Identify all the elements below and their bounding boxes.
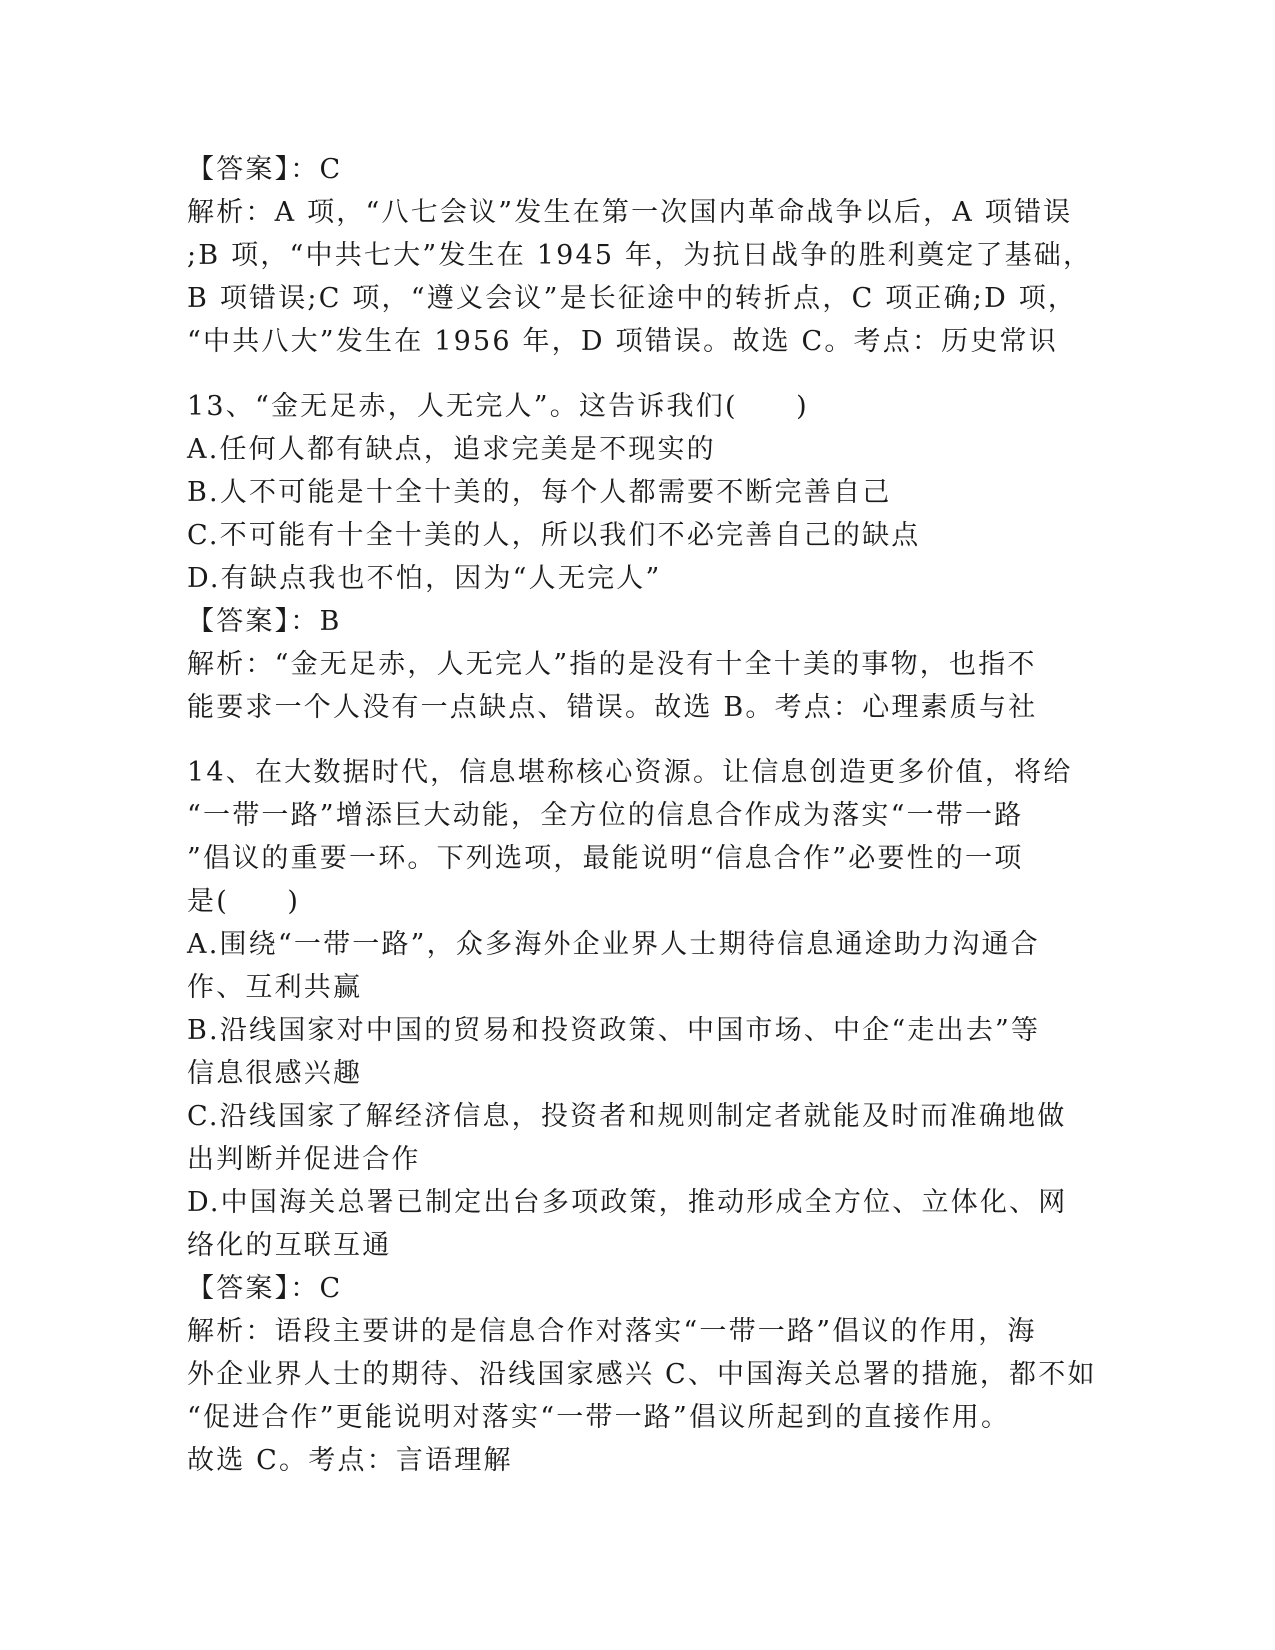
option-a: A.围绕“一带一路”，众多海外企业界人士期待信息通途助力沟通合 [187, 929, 1040, 960]
option-c: 出判断并促进合作 [187, 1144, 421, 1175]
analysis-line: 解析：A 项，“八七会议”发生在第一次国内革命战争以后，A 项错误 [187, 197, 1073, 228]
option-a: 作、互利共赢 [187, 972, 363, 1003]
analysis-line: B 项错误;C 项，“遵义会议”是长征途中的转折点，C 项正确;D 项， [187, 283, 1078, 314]
option-c: C.沿线国家了解经济信息，投资者和规则制定者就能及时而准确地做 [187, 1101, 1067, 1132]
answer-label: 【答案】：C [187, 154, 343, 185]
analysis-line: 能要求一个人没有一点缺点、错误。故选 B。考点：心理素质与社 [187, 692, 1038, 723]
option-d: 络化的互联互通 [187, 1230, 392, 1261]
analysis-line: ;B 项，“中共七大”发生在 1945 年，为抗日战争的胜利奠定了基础， [187, 240, 1093, 271]
block-gap [187, 363, 1087, 385]
option-a: A.任何人都有缺点，追求完美是不现实的 [187, 434, 716, 465]
option-c: C.不可能有十全十美的人，所以我们不必完善自己的缺点 [187, 520, 921, 551]
document-page [187, 148, 1097, 1482]
option-b: 信息很感兴趣 [187, 1058, 363, 1089]
question-stem: 14、在大数据时代，信息堪称核心资源。让信息创造更多价值，将给 [187, 757, 1073, 788]
question-stem: 是( ) [187, 886, 301, 917]
option-d: D.中国海关总署已制定出台多项政策，推动形成全方位、立体化、网 [187, 1187, 1068, 1218]
analysis-line: 故选 C。考点：言语理解 [187, 1445, 513, 1476]
question-13-block [187, 385, 1087, 729]
question-stem: “一带一路”增添巨大动能，全方位的信息合作成为落实“一带一路 [187, 800, 1024, 831]
question-14-block [187, 751, 1097, 1482]
answer-label: 【答案】：C [187, 1273, 343, 1304]
analysis-line: 解析：语段主要讲的是信息合作对落实“一带一路”倡议的作用，海 [187, 1316, 1037, 1347]
option-d: D.有缺点我也不怕，因为“人无完人” [187, 563, 662, 594]
option-b: B.沿线国家对中国的贸易和投资政策、中国市场、中企“走出去”等 [187, 1015, 1041, 1046]
question-stem: 13、“金无足赤，人无完人”。这告诉我们( ) [187, 391, 809, 422]
analysis-line: 外企业界人士的期待、沿线国家感兴 C、中国海关总署的措施，都不如 [187, 1359, 1097, 1390]
option-b: B.人不可能是十全十美的，每个人都需要不断完善自己 [187, 477, 892, 508]
analysis-line: 解析：“金无足赤，人无完人”指的是没有十全十美的事物，也指不 [187, 649, 1037, 680]
question-stem: ”倡议的重要一环。下列选项，最能说明“信息合作”必要性的一项 [187, 843, 1024, 874]
answer-label: 【答案】：B [187, 606, 342, 637]
question-12-answer-block [187, 148, 1093, 363]
block-gap [187, 729, 1087, 751]
analysis-line: “促进合作”更能说明对落实“一带一路”倡议所起到的直接作用。 [187, 1402, 1011, 1433]
analysis-line: “中共八大”发生在 1956 年，D 项错误。故选 C。考点：历史常识 [187, 326, 1058, 357]
